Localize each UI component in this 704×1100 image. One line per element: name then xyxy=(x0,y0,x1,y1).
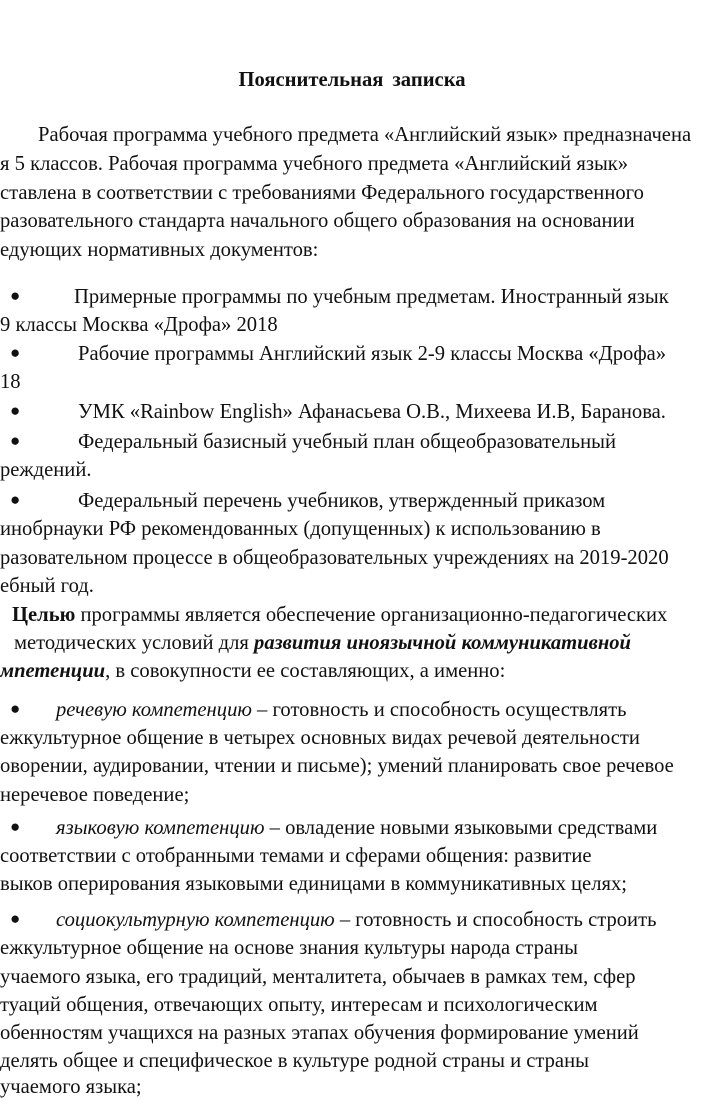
document-item-2-line-2: 18 xyxy=(0,371,21,393)
goal-emphasis-end: мпетенции xyxy=(0,660,106,682)
competence-2-line-3: выков оперирования языковыми единицами в коммуникативных целях; xyxy=(0,873,627,895)
document-item-5-line-3: разовательном процессе в общеобразовательных учреждениях на 2019-2020 xyxy=(0,547,669,569)
competence-3-line-7: учаемого языка; xyxy=(0,1076,142,1098)
intro-line-1: Рабочая программа учебного предмета «Английский язык» предназначена xyxy=(38,124,692,146)
document-item-5-line-1: Федеральный перечень учебников, утвержденный приказом xyxy=(78,490,606,512)
bullet-icon: ● xyxy=(10,286,21,305)
competence-1-line-4: неречевое поведение; xyxy=(0,784,190,806)
bullet-icon: ● xyxy=(10,490,21,509)
goal-text-1: программы является обеспечение организационно-педагогических xyxy=(75,604,668,626)
bullet-icon: ● xyxy=(10,401,21,420)
competence-3-line-2: ежкультурное общение на основе знания культуры народа страны xyxy=(0,937,578,959)
competence-term: социокультурную компетенцию xyxy=(56,909,335,931)
goal-word: Целью xyxy=(12,604,76,626)
competence-3-line-1 xyxy=(56,907,656,933)
goal-text-3: , в совокупности ее составляющих, а именно: xyxy=(105,660,506,682)
competence-1-line-2: ежкультурное общение в четырех основных видах речевой деятельности xyxy=(0,727,640,749)
page-title: Пояснительная записка xyxy=(238,69,466,91)
competence-term: речевую компетенцию xyxy=(56,699,252,721)
competence-2-line-1 xyxy=(56,815,657,841)
competence-2-line-2: соответствии с отобранными темами и сферами общения: развитие xyxy=(0,845,592,867)
competence-3-line-4: туаций общения, отвечающих опыту, интересам и психологическим xyxy=(0,994,598,1016)
document-item-5-line-4: ебный год. xyxy=(0,575,94,597)
document-item-2-line-1: Рабочие программы Английский язык 2-9 классы Москва «Дрофа» xyxy=(78,343,667,365)
bullet-icon: ● xyxy=(10,817,21,836)
document-item-5-line-2: инобрнауки РФ рекомендованных (допущенных) к использованию в xyxy=(0,518,601,540)
intro-line-3: ставлена в соответствии с требованиями Федерального государственного xyxy=(0,182,644,204)
document-item-4-line-1: Федеральный базисный учебный план общеобразовательный xyxy=(78,431,616,453)
document-item-4-line-2: реждений. xyxy=(0,459,92,481)
competence-text: – овладение новыми языковыми средствами xyxy=(264,817,658,839)
competence-text: – готовность и способность осуществлять xyxy=(251,699,627,721)
intro-line-5: едующих нормативных документов: xyxy=(0,239,319,261)
goal-line-1 xyxy=(12,602,667,628)
goal-text-2: методических условий для xyxy=(14,632,255,654)
competence-text: – готовность и способность строить xyxy=(334,909,657,931)
bullet-icon: ● xyxy=(10,431,21,450)
document-item-1-line-2: 9 классы Москва «Дрофа» 2018 xyxy=(0,314,278,336)
goal-emphasis: развития иноязычной коммуникативной xyxy=(254,632,632,654)
document-item-3-line-1: УМК «Rainbow English» Афанасьева О.В., Михеева И.В, Баранова. xyxy=(78,401,666,423)
competence-1-line-1 xyxy=(56,697,627,723)
goal-line-3 xyxy=(0,658,505,684)
goal-line-2 xyxy=(14,630,631,656)
intro-line-2: я 5 классов. Рабочая программа учебного предмета «Английский язык» xyxy=(0,153,629,175)
competence-1-line-3: оворении, аудировании, чтении и письме); умений планировать свое речевое xyxy=(0,755,674,777)
competence-term: языковую компетенцию xyxy=(56,817,265,839)
bullet-icon: ● xyxy=(10,699,21,718)
competence-3-line-3: учаемого языка, его традиций, менталитета, обычаев в рамках тем, сфер xyxy=(0,966,636,988)
competence-3-line-6: делять общее и специфическое в культуре родной страны и страны xyxy=(0,1050,589,1072)
document-item-1-line-1: Примерные программы по учебным предметам. Иностранный язык xyxy=(74,286,669,308)
competence-3-line-5: обенностям учащихся на разных этапах обучения формирование умений xyxy=(0,1022,639,1044)
intro-line-4: разовательного стандарта начального общего образования на основании xyxy=(0,210,635,232)
bullet-icon: ● xyxy=(10,343,21,362)
bullet-icon: ● xyxy=(10,909,21,928)
